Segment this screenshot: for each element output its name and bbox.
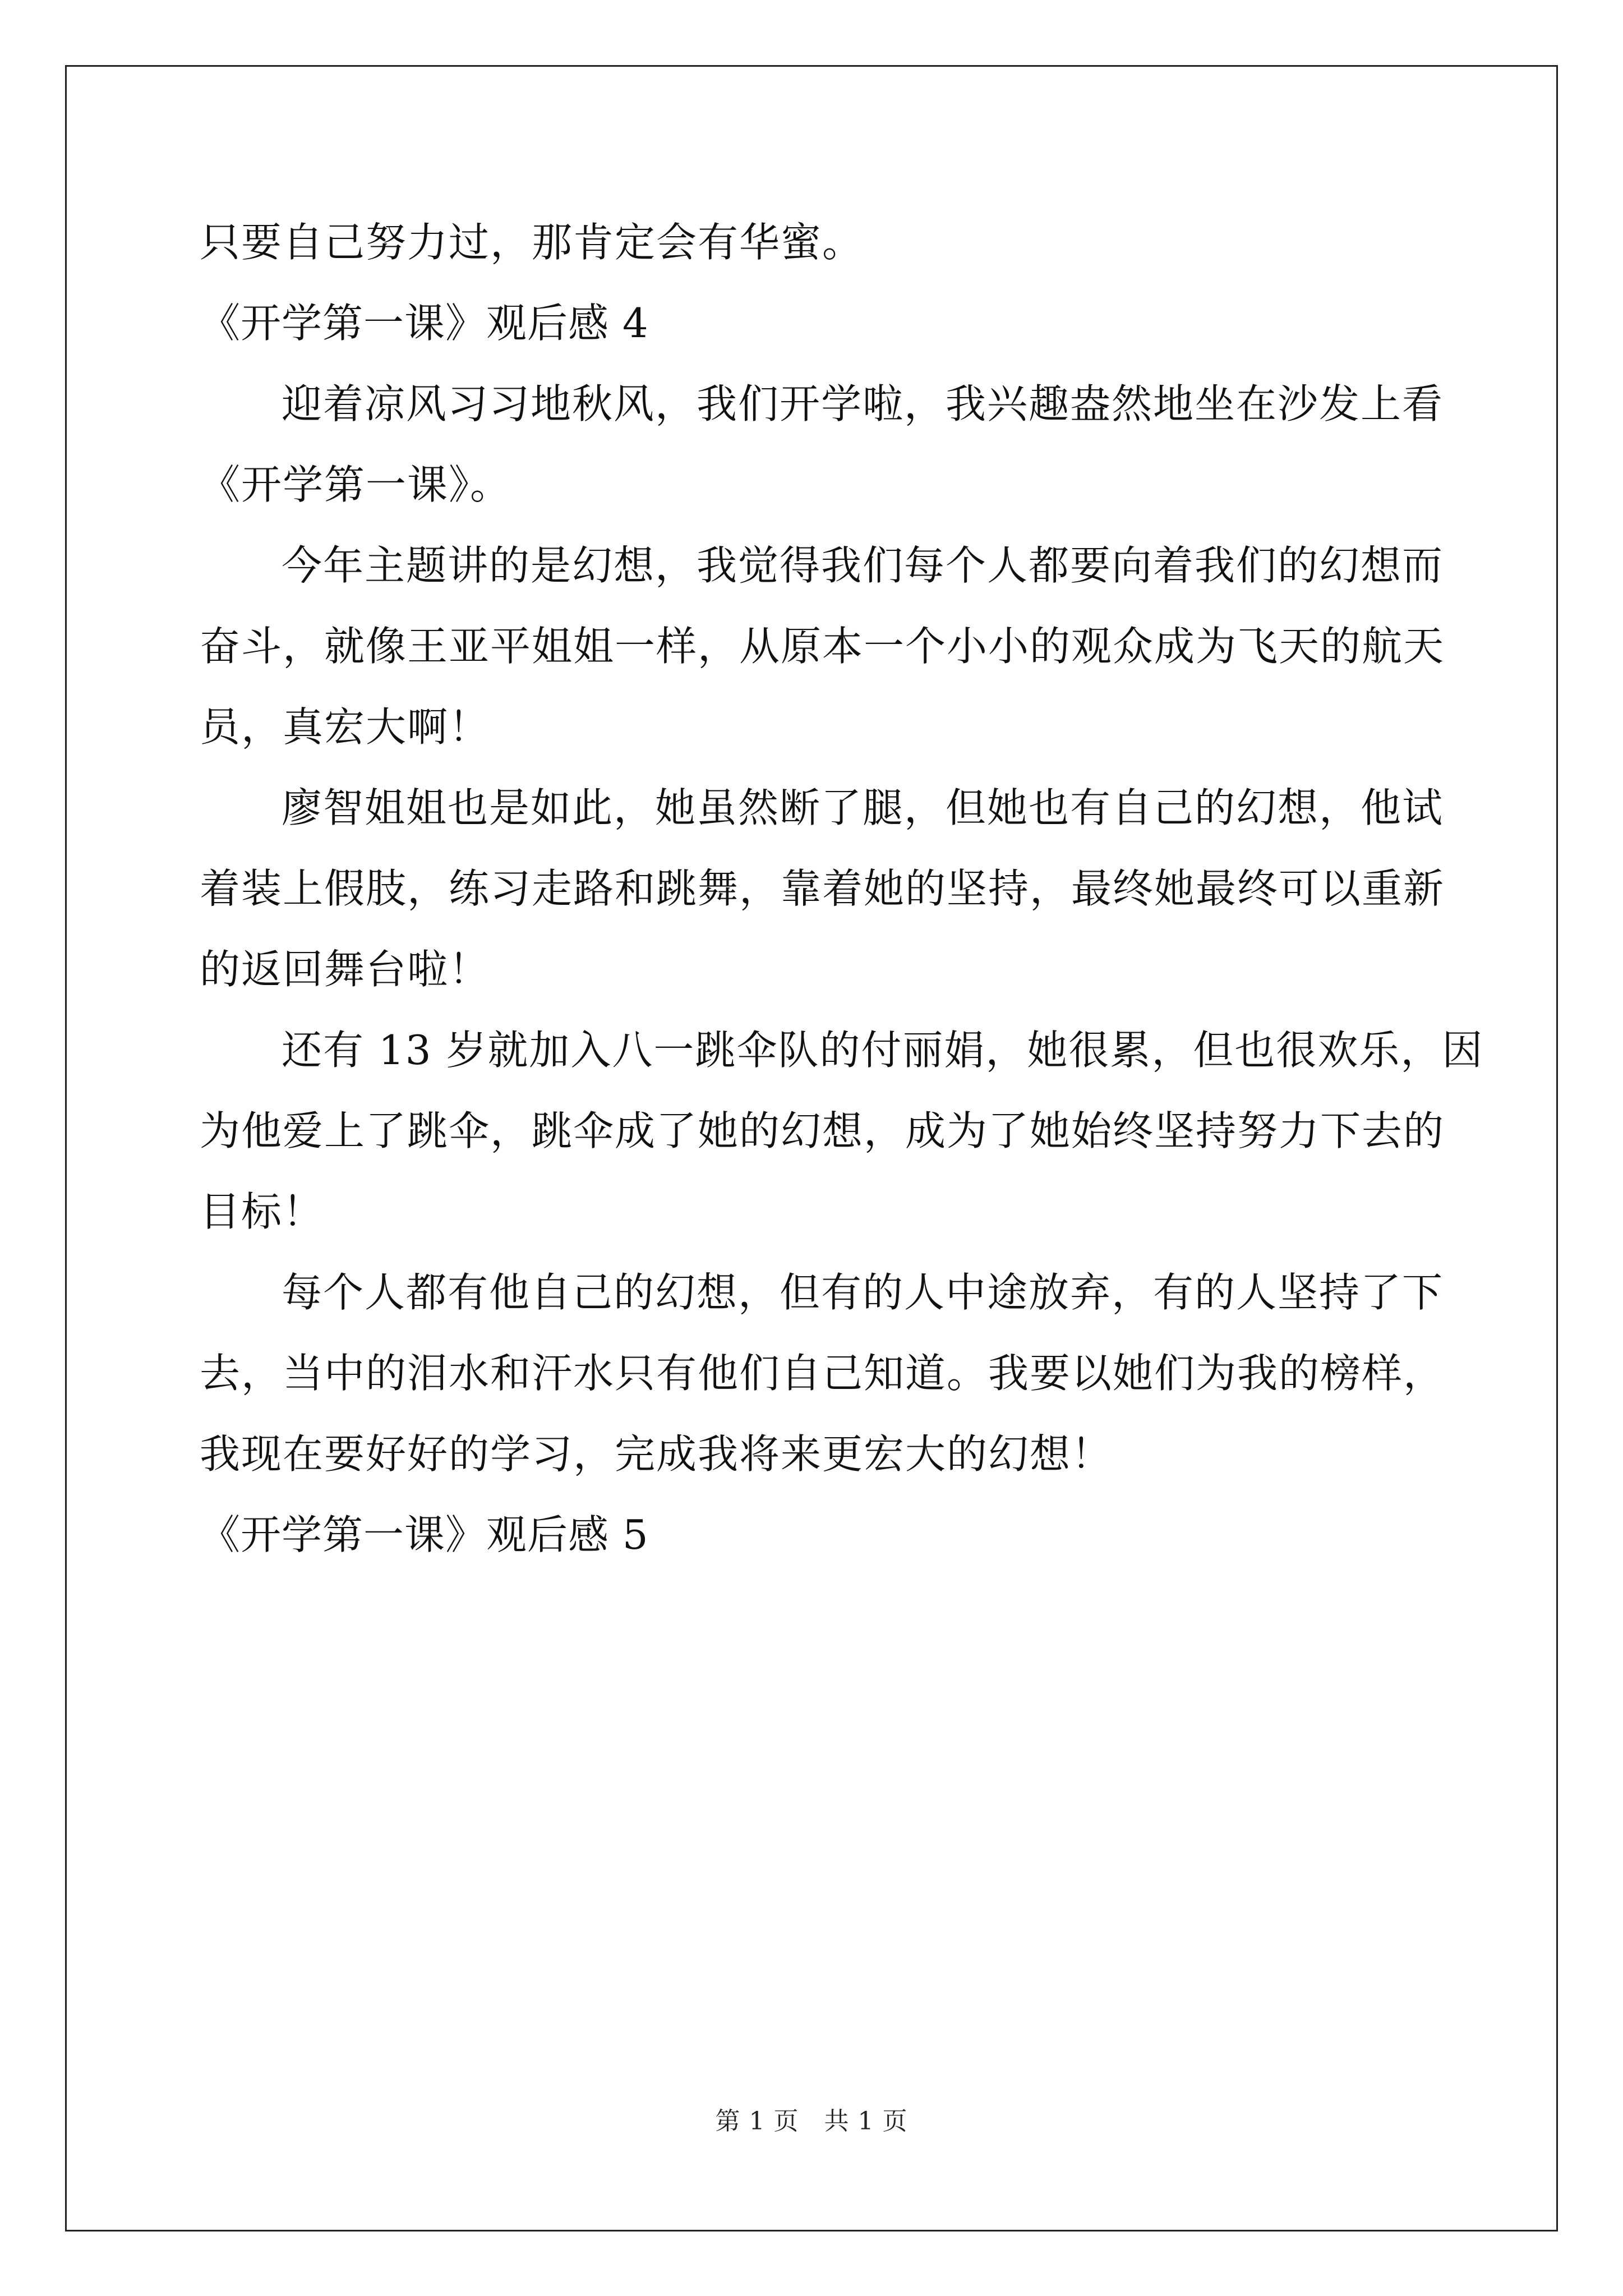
paragraph-line: 目标！	[200, 1188, 325, 1235]
paragraph-line: 为他爱上了跳伞，跳伞成了她的幻想，成为了她始终坚持努力下去的	[200, 1107, 1445, 1154]
section-heading: 《开学第一课》观后感 5	[200, 1511, 649, 1558]
paragraph-line: 《开学第一课》。	[200, 461, 512, 508]
paragraph-line: 奋斗，就像王亚平姐姐一样，从原本一个小小的观众成为飞天的航天	[200, 623, 1445, 670]
paragraph-line: 今年主题讲的是幻想，我觉得我们每个人都要向着我们的幻想而	[282, 542, 1444, 589]
document-body	[200, 202, 1484, 1575]
paragraph-line: 我现在要好好的学习，完成我将来更宏大的幻想！	[200, 1430, 1113, 1478]
paragraph-line: 着装上假肢，练习走路和跳舞，靠着她的坚持，最终她最终可以重新	[200, 865, 1445, 912]
paragraph-line: 员，真宏大啊！	[200, 703, 491, 751]
page-number-footer: 第 1 页 共 1 页	[715, 2107, 908, 2136]
paragraph-line: 的返回舞台啦！	[200, 946, 491, 993]
paragraph-line: 去，当中的泪水和汗水只有他们自己知道。我要以她们为我的榜样，	[200, 1350, 1445, 1397]
paragraph-line: 每个人都有他自己的幻想，但有的人中途放弃，有的人坚持了下	[282, 1269, 1444, 1316]
paragraph-line: 迎着凉风习习地秋风，我们开学啦，我兴趣盎然地坐在沙发上看	[282, 380, 1444, 427]
paragraph-line: 还有 13 岁就加入八一跳伞队的付丽娟，她很累，但也很欢乐，因	[282, 1027, 1484, 1074]
paragraph-line: 只要自己努力过，那肯定会有华蜜。	[200, 219, 864, 266]
section-heading: 《开学第一课》观后感 4	[200, 300, 649, 347]
paragraph-line: 廖智姐姐也是如此，她虽然断了腿，但她也有自己的幻想，他试	[282, 784, 1444, 831]
